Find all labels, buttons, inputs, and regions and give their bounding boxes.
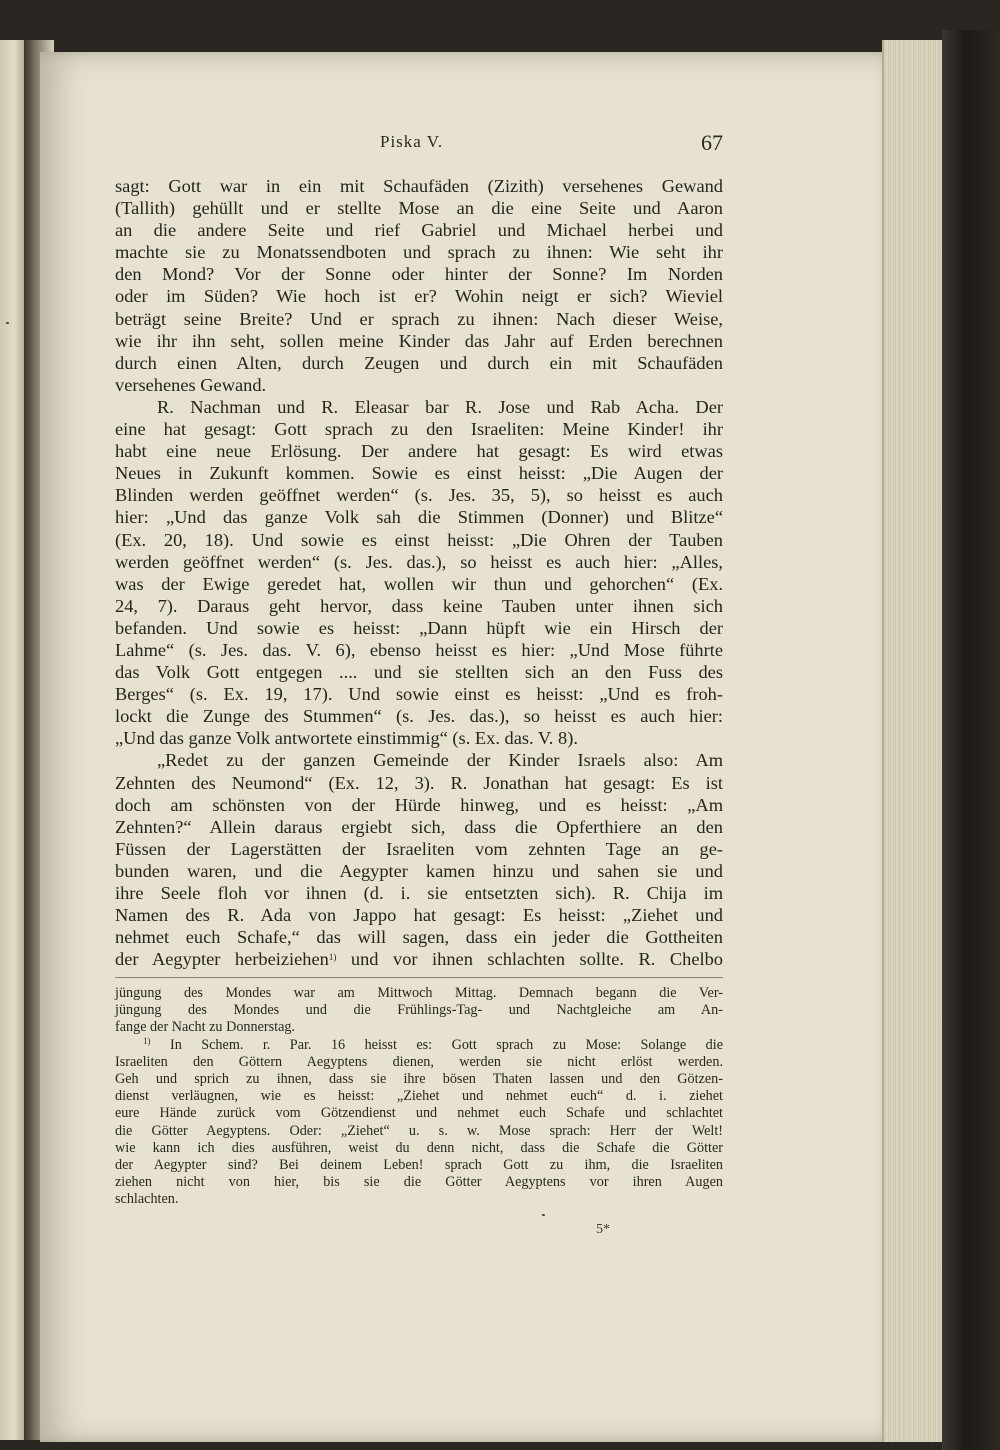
ink-speck <box>542 1214 545 1216</box>
text-line: Namen des R. Ada von Jappo hat gesagt: Es heisst: „Ziehet und <box>115 905 723 926</box>
text-line: eine hat gesagt: Gott sprach zu den Israeliten: Meine Kinder! ihr <box>115 419 723 440</box>
footnote-line: fange der Nacht zu Donnerstag. <box>115 1019 296 1036</box>
left-page-edge <box>0 40 26 1440</box>
text-line: oder im Süden? Wie hoch ist er? Wohin neigt er sich? Wieviel <box>115 286 723 307</box>
signature-mark: 5* <box>596 1222 610 1237</box>
text-line: durch einen Alten, durch Zeugen und durch ein mit Schaufäden <box>115 352 723 373</box>
text-line: lockt die Zunge des Stummen“ (s. Jes. das.), so heisst es auch hier: <box>115 706 723 727</box>
text-line: bunden waren, und die Aegypter kamen hinzu und sahen sie und <box>115 860 723 881</box>
footnote-divider <box>115 977 723 978</box>
text-line: Zehnten des Neumond“ (Ex. 12, 3). R. Jonathan hat gesagt: Es ist <box>115 772 723 793</box>
text-line: Lahme“ (s. Jes. das. V. 6), ebenso heisst es hier: „Und Mose führte <box>115 639 723 660</box>
footnote-ref: 1) <box>328 952 337 963</box>
footnote-text: In Schem. r. Par. 16 heisst es: Gott sprach zu Mose: Solange die <box>169 1036 724 1053</box>
text-line: habt eine neue Erlösung. Der andere hat gesagt: Es wird etwas <box>115 441 723 462</box>
page-block-edge <box>882 40 944 1442</box>
text-line-with-footnote <box>115 948 723 970</box>
page-number: 67 <box>701 130 723 155</box>
text-fragment: und vor ihnen schlachten sollte. R. Chelbo <box>350 949 724 970</box>
footnote-line: jüngung des Mondes war am Mittwoch Mittag. Demnach begann die Ver- <box>115 985 723 1001</box>
text-line: Zehnten?“ Allein daraus ergiebt sich, dass die Opferthiere an den <box>115 816 723 837</box>
text-line: den Mond? Vor der Sonne oder hinter der Sonne? Im Norden <box>115 264 723 285</box>
text-line: hier: „Und das ganze Volk sah die Stimmen (Donner) und Blitze“ <box>115 507 723 528</box>
text-line: was der Ewige geredet hat, wollen wir thun und gehorchen“ (Ex. <box>115 573 723 594</box>
text-line: werden geöffnet werden“ (s. Jes. das.), so heisst es auch hier: „Alles, <box>115 551 723 572</box>
footnote-line: dienst verläugnen, wie es heisst: „Ziehet und nehmet euch“ d. i. ziehet <box>115 1088 723 1105</box>
text-line: versehenes Gewand. <box>115 374 267 395</box>
footnote-line: jüngung des Mondes und die Frühlings-Tag- und Nachtgleiche am An- <box>115 1002 723 1019</box>
text-line: wie ihr ihn seht, sollen meine Kinder das Jahr auf Erden berechnen <box>115 330 723 351</box>
footnote-line: schlachten. <box>115 1191 179 1208</box>
text-line: befanden. Und sowie es heisst: „Dann hüpft wie ein Hirsch der <box>115 617 723 638</box>
footnote-line: wie kann ich dies ausführen, weist du denn nicht, dass die Schafe die Götter <box>115 1139 723 1156</box>
ink-speck <box>6 322 9 324</box>
footnote-line: Geh und sprich zu ihnen, dass sie ihre bösen Thaten lassen und den Götzen- <box>115 1070 723 1087</box>
text-line: (Tallith) gehüllt und er stellte Mose an die eine Seite und Aaron <box>115 198 723 219</box>
text-line: machte sie zu Monatssendboten und sprach zu ihnen: Wie seht ihr <box>115 242 723 263</box>
text-line: das Volk Gott entgegen .... und sie stellten sich an den Fuss des <box>115 662 723 683</box>
text-line: ihre Seele floh vor ihnen (d. i. sie entsetzten sich). R. Chija im <box>115 883 723 903</box>
footnote-line: der Aegypter sind? Bei deinem Leben! sprach Gott zu ihm, die Israeliten <box>115 1156 723 1173</box>
text-line: „Und das ganze Volk antwortete einstimmig“ (s. Ex. das. V. 8). <box>115 728 578 749</box>
main-text <box>115 175 723 970</box>
text-line: beträgt seine Breite? Und er sprach zu ihnen: Nach dieser Weise, <box>115 308 723 329</box>
page-header <box>115 130 723 160</box>
footnote-line <box>115 1037 723 1054</box>
footnote-line: die Götter Aegyptens. Oder: „Ziehet“ u. s. w. Mose sprach: Herr der Welt! <box>115 1122 723 1139</box>
text-line: an die andere Seite und rief Gabriel und Michael herbei und <box>115 220 723 241</box>
text-line: Neues in Zukunft kommen. Sowie es einst heisst: „Die Augen der <box>115 463 723 484</box>
text-line: „Redet zu der ganzen Gemeinde der Kinder Israels also: Am <box>157 750 723 771</box>
footnote-line: Israeliten den Göttern Aegyptens dienen, werden sie nicht erlöst werden. <box>115 1053 723 1070</box>
text-line: Blinden werden geöffnet werden“ (s. Jes. 35, 5), so heisst es auch <box>115 485 723 506</box>
footnote-line: ziehen nicht von hier, bis sie die Götter Aegyptens vor ihren Augen <box>115 1174 723 1191</box>
text-line: sagt: Gott war in ein mit Schaufäden (Zizith) versehenes Gewand <box>115 176 723 196</box>
text-line: Berges“ (s. Ex. 19, 17). Und sowie einst es heisst: „Und es froh- <box>115 684 723 705</box>
text-line: (Ex. 20, 18). Und sowie es einst heisst: „Die Ohren der Tauben <box>115 529 723 550</box>
text-line: doch am schönsten von der Hürde hinweg, und es heisst: „Am <box>115 794 723 815</box>
text-line: 24, 7). Daraus geht hervor, dass keine Tauben unter ihnen sich <box>115 595 723 616</box>
text-line: nehmet euch Schafe,“ das will sagen, dass ein jeder die Gottheiten <box>115 927 723 948</box>
footnotes <box>115 985 723 1208</box>
text-line: R. Nachman und R. Eleasar bar R. Jose und Rab Acha. Der <box>157 396 723 417</box>
book-cover <box>942 30 1000 1450</box>
footnote-line: eure Hände zurück vom Götzendienst und nehmet euch Schafe und schlachtet <box>115 1105 723 1122</box>
running-head: Piska V. <box>380 132 444 151</box>
footnote-number: 1) <box>143 1035 151 1046</box>
text-fragment: der Aegypter herbeiziehen <box>115 949 329 970</box>
text-line: Füssen der Lagerstätten der Israeliten vom zehnten Tage an ge- <box>115 838 723 859</box>
